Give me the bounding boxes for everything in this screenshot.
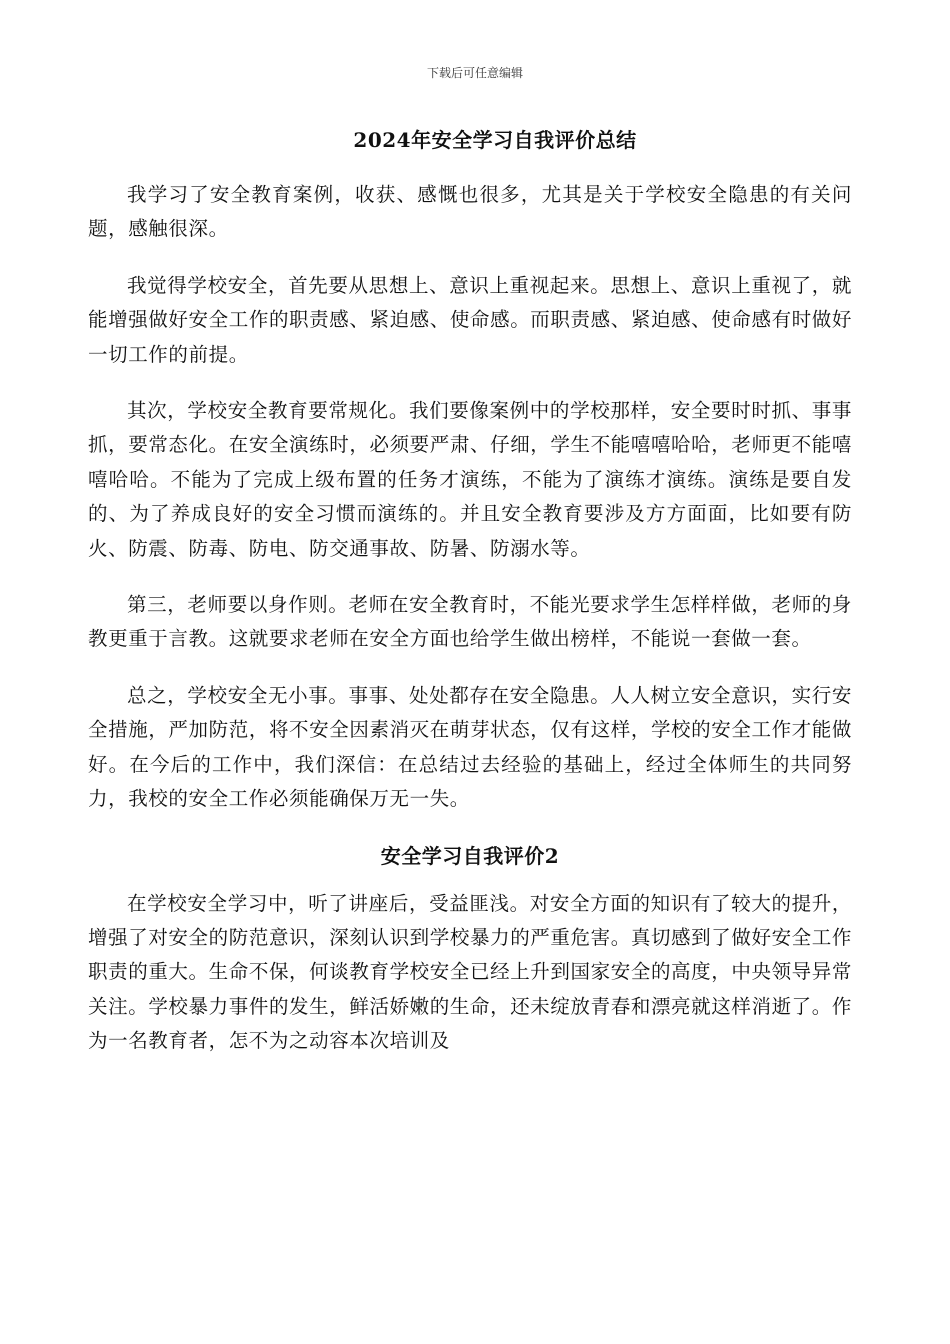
- paragraph: 总之，学校安全无小事。事事、处处都存在安全隐患。人人树立安全意识，实行安全措施，严加防范，将不安全因素消灭在萌芽状态，仅有这样，学校的安全工作才能做好。在今后的工作中，我们深信：在总结过去经验的基础上，经过全体师生的共同努力，我校的安全工作必须能确保万无一失。: [88, 683, 852, 811]
- paragraph: 其次，学校安全教育要常规化。我们要像案例中的学校那样，安全要时时抓、事事抓，要常态化。在安全演练时，必须要严肃、仔细，学生不能嘻嘻哈哈，老师更不能嘻嘻哈哈。不能为了完成上级布置的任务才演练，不能为了演练才演练。演练是要自发的、为了养成良好的安全习惯而演练的。并且安全教育要涉及方方面面，比如要有防火、防震、防毒、防电、防交通事故、防暑、防溺水等。: [88, 399, 852, 560]
- paragraph: 在学校安全学习中，听了讲座后，受益匪浅。对安全方面的知识有了较大的提升，增强了对安全的防范意识，深刻认识到学校暴力的严重危害。真切感到了做好安全工作职责的重大。生命不保，何谈教育学校安全已经上升到国家安全的高度，中央领导异常关注。学校暴力事件的发生，鲜活娇嫩的生命，还未绽放青春和漂亮就这样消逝了。作为一名教育者，怎不为之动容本次培训及: [88, 891, 852, 1053]
- section-title: 安全学习自我评价2: [380, 843, 560, 868]
- paragraph: 第三，老师要以身作则。老师在安全教育时，不能光要求学生怎样样做，老师的身教更重于言教。这就要求老师在安全方面也给学生做出榜样，不能说一套做一套。: [88, 593, 852, 651]
- document-body: [88, 178, 852, 1081]
- header-note: 下载后可任意编辑: [426, 66, 523, 80]
- paragraph: 我觉得学校安全，首先要从思想上、意识上重视起来。思想上、意识上重视了，就能增强做好安全工作的职责感、紧迫感、使命感。而职责感、紧迫感、使命感有时做好一切工作的前提。: [88, 273, 852, 366]
- paragraph: 我学习了安全教育案例，收获、感慨也很多，尤其是关于学校安全隐患的有关问题，感触很深。: [88, 183, 852, 241]
- document-title: 2024年安全学习自我评价总结: [353, 128, 637, 152]
